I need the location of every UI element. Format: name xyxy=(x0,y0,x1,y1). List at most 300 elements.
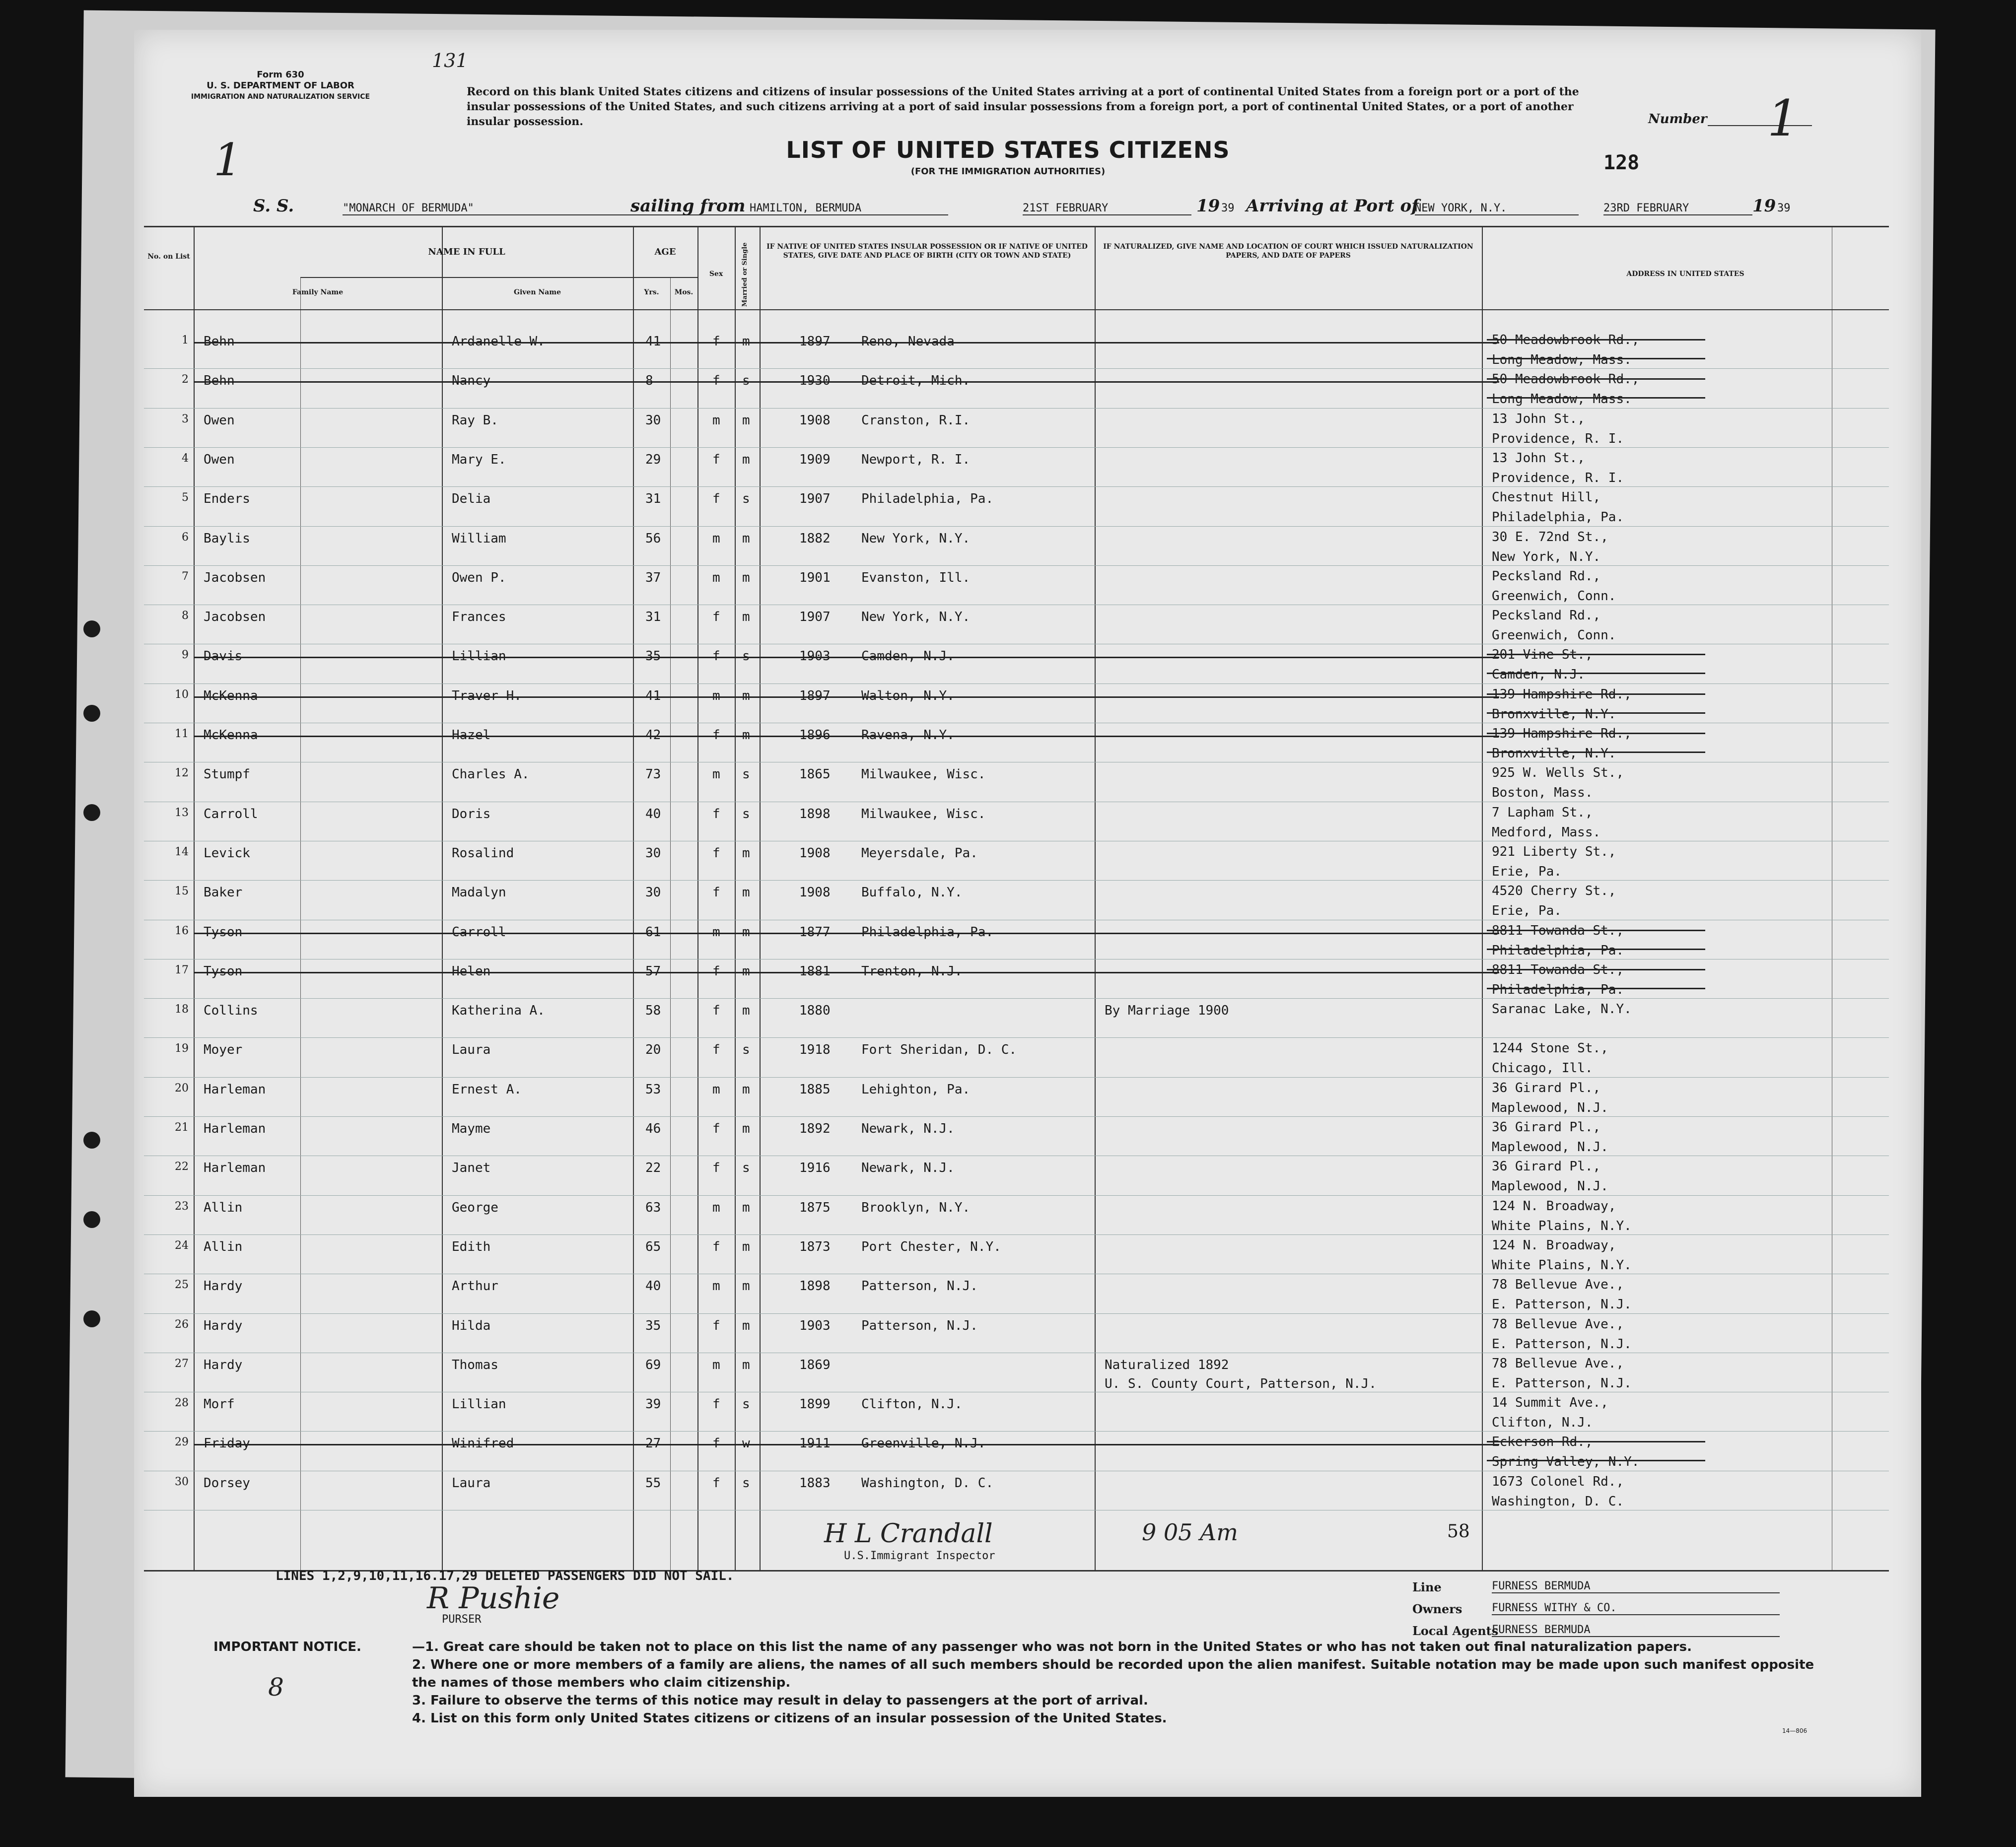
given-name: Janet xyxy=(452,1161,491,1176)
address-line-2: Providence, R. I. xyxy=(1492,431,1624,446)
address-line-1: 78 Bellevue Ave., xyxy=(1492,1277,1624,1293)
marital-status: s xyxy=(742,806,750,821)
voyage-line xyxy=(253,196,1842,221)
sex: f xyxy=(712,491,720,507)
address-line-2: Bronxville, N.Y. xyxy=(1492,706,1616,722)
departure-year: 39 xyxy=(1221,202,1235,214)
family-name: Owen xyxy=(204,412,235,428)
important-notice-heading: IMPORTANT NOTICE. xyxy=(213,1640,361,1654)
birth-place: Camden, N.J. xyxy=(861,649,955,664)
birth-year: 1896 xyxy=(799,728,831,743)
address-line-1: 78 Bellevue Ave., xyxy=(1492,1356,1624,1371)
table-row xyxy=(144,802,1889,841)
sex: m xyxy=(712,1082,720,1097)
family-name: Hardy xyxy=(204,1318,243,1333)
sex: f xyxy=(712,806,720,821)
naturalization-info: By Marriage 1900 xyxy=(1105,1003,1229,1019)
address-line-1: 4520 Cherry St., xyxy=(1492,884,1616,899)
given-name: Doris xyxy=(452,806,491,821)
form-number: Form 630 xyxy=(257,69,304,80)
table-row xyxy=(144,1274,1889,1313)
family-name: Hardy xyxy=(204,1357,243,1372)
address-line-2: Erie, Pa. xyxy=(1492,903,1562,919)
col-header-sex: Sex xyxy=(709,270,723,278)
family-name: Jacobsen xyxy=(204,570,266,585)
family-name: Enders xyxy=(204,491,250,507)
row-number: 12 xyxy=(175,767,189,780)
age-years: 39 xyxy=(645,1397,661,1412)
address-line-1: Chestnut Hill, xyxy=(1492,490,1601,505)
sex: f xyxy=(712,610,720,625)
address-line-2: E. Patterson, N.J. xyxy=(1492,1297,1632,1312)
address-line-2: New York, N.Y. xyxy=(1492,549,1601,564)
address-line-2: Camden, N.J. xyxy=(1492,667,1585,683)
row-number: 23 xyxy=(175,1200,189,1213)
strike-through-line xyxy=(194,657,1499,658)
binder-hole xyxy=(83,1132,100,1149)
agents-label: Local Agents xyxy=(1412,1624,1499,1638)
col-header-name: NAME IN FULL xyxy=(428,247,505,257)
birth-place: New York, N.Y. xyxy=(861,610,971,625)
table-row xyxy=(144,1392,1889,1431)
marital-status: s xyxy=(742,491,750,507)
row-number: 4 xyxy=(182,452,189,465)
marital-status: w xyxy=(742,1436,750,1451)
address-line-2: Saranac Lake, N.Y. xyxy=(1492,1002,1632,1017)
given-name: Edith xyxy=(452,1239,491,1254)
binder-hole xyxy=(83,1211,100,1228)
binder-hole xyxy=(83,620,100,637)
address-line-2: Long Meadow, Mass. xyxy=(1492,352,1632,367)
given-name: Delia xyxy=(452,491,491,507)
address-strike-line xyxy=(1487,358,1705,359)
table-row xyxy=(144,723,1889,762)
birth-place: Patterson, N.J. xyxy=(861,1279,978,1294)
given-name: Lillian xyxy=(452,1397,506,1412)
address xyxy=(1492,409,1624,449)
address-strike-line xyxy=(1487,654,1705,655)
given-name: Lillian xyxy=(452,649,506,664)
binder-hole xyxy=(83,1310,100,1327)
birth-place: Detroit, Mich. xyxy=(861,373,971,389)
row-number: 5 xyxy=(182,491,189,504)
given-name: Owen P. xyxy=(452,570,506,585)
strike-through-line xyxy=(194,933,1499,934)
address-line-1: 124 N. Broadway, xyxy=(1492,1198,1616,1214)
family-name: Baker xyxy=(204,885,243,900)
address xyxy=(1492,1472,1624,1511)
family-name: Allin xyxy=(204,1239,243,1254)
purser-signature: R Pushie xyxy=(427,1581,560,1616)
marital-status: m xyxy=(742,412,750,428)
address-line-1: 124 N. Broadway, xyxy=(1492,1237,1616,1253)
birth-year: 1898 xyxy=(799,1279,831,1294)
address xyxy=(1492,684,1632,724)
marital-status: s xyxy=(742,1161,750,1176)
address xyxy=(1492,1354,1632,1393)
row-number: 26 xyxy=(175,1318,189,1331)
marital-status: s xyxy=(742,649,750,664)
age-years: 8 xyxy=(645,373,653,389)
row-number: 7 xyxy=(182,570,189,583)
address-line-2: Erie, Pa. xyxy=(1492,864,1562,879)
sex: f xyxy=(712,452,720,467)
row-number: 14 xyxy=(175,845,189,858)
birth-place: Clifton, N.J. xyxy=(861,1397,963,1412)
address-line-1: 139 Hampshire Rd., xyxy=(1492,686,1632,702)
address-line-1: 139 Hampshire Rd., xyxy=(1492,726,1632,741)
family-name: Baylis xyxy=(204,531,250,546)
address xyxy=(1492,1314,1632,1354)
arrival-year: 39 xyxy=(1777,202,1791,214)
age-years: 37 xyxy=(645,570,661,585)
address-line-2: White Plains, N.Y. xyxy=(1492,1218,1632,1233)
marital-status: m xyxy=(742,963,750,979)
address-line-2: Maplewood, N.J. xyxy=(1492,1179,1608,1194)
notice-item: 4. List on this form only United States citizens or citizens of an insular possession of the United States. xyxy=(412,1711,1167,1726)
col-header-age: AGE xyxy=(654,247,676,257)
given-name: Madalyn xyxy=(452,885,506,900)
departure-port: HAMILTON, BERMUDA xyxy=(750,202,948,215)
line-value: FURNESS BERMUDA xyxy=(1492,1580,1780,1593)
marital-status: m xyxy=(742,334,750,349)
given-name: Winifred xyxy=(452,1436,514,1451)
strike-through-line xyxy=(194,736,1499,737)
given-name: Ray B. xyxy=(452,412,498,428)
address-line-1: 1244 Stone St., xyxy=(1492,1041,1608,1056)
row-number: 13 xyxy=(175,806,189,819)
birth-place: New York, N.Y. xyxy=(861,531,971,546)
address xyxy=(1492,1196,1632,1236)
sailing-label: sailing from xyxy=(630,196,746,216)
family-name: Friday xyxy=(204,1436,250,1451)
address-strike-line xyxy=(1487,378,1705,380)
birth-year: 1898 xyxy=(799,806,831,821)
age-years: 35 xyxy=(645,1318,661,1333)
marital-status: m xyxy=(742,531,750,546)
address-line-1: 30 E. 72nd St., xyxy=(1492,529,1608,545)
family-name: Owen xyxy=(204,452,235,467)
address-line-2: Spring Valley, N.Y. xyxy=(1492,1454,1640,1470)
birth-place: Fort Sheridan, D. C. xyxy=(861,1042,1017,1058)
family-name: Allin xyxy=(204,1200,243,1215)
birth-place: Meyersdale, Pa. xyxy=(861,845,978,861)
age-years: 30 xyxy=(645,412,661,428)
birth-year: 1909 xyxy=(799,452,831,467)
inspector-label: U.S.Immigrant Inspector xyxy=(844,1550,995,1562)
address-line-2: Chicago, Ill. xyxy=(1492,1061,1593,1076)
sex: m xyxy=(712,1279,720,1294)
row-number: 17 xyxy=(175,963,189,976)
birth-place: Newark, N.J. xyxy=(861,1121,955,1136)
birth-place: Evanston, Ill. xyxy=(861,570,971,585)
address-strike-line xyxy=(1487,712,1705,714)
address-strike-line xyxy=(1487,1460,1705,1461)
table-row xyxy=(144,959,1889,998)
arrival-date: 23RD FEBRUARY xyxy=(1603,202,1752,215)
birth-place: Lehighton, Pa. xyxy=(861,1082,971,1097)
birth-year: 1907 xyxy=(799,610,831,625)
arrival-port: NEW YORK, N.Y. xyxy=(1415,202,1579,215)
passenger-table xyxy=(144,226,1889,1572)
address-line-2: Clifton, N.J. xyxy=(1492,1415,1593,1431)
marital-status: m xyxy=(742,1239,750,1254)
address xyxy=(1492,999,1632,1019)
age-years: 27 xyxy=(645,1436,661,1451)
birth-place: Philadelphia, Pa. xyxy=(861,491,994,507)
address-line-1: Pecksland Rd., xyxy=(1492,568,1601,584)
address xyxy=(1492,1235,1632,1275)
sex: f xyxy=(712,373,720,389)
address xyxy=(1492,369,1639,409)
birth-place: Philadelphia, Pa. xyxy=(861,924,994,940)
row-number: 9 xyxy=(182,649,189,662)
family-name: Hardy xyxy=(204,1279,243,1294)
address-line-1: 78 Bellevue Ave., xyxy=(1492,1316,1624,1332)
sex: m xyxy=(712,570,720,585)
col-header-family: Family Name xyxy=(292,288,344,296)
table-row xyxy=(144,605,1889,644)
address xyxy=(1492,1078,1608,1118)
marital-status: s xyxy=(742,767,750,782)
row-number: 8 xyxy=(182,610,189,622)
naturalization-court: U. S. County Court, Patterson, N.J. xyxy=(1105,1376,1377,1391)
given-name: Laura xyxy=(452,1042,491,1058)
strike-through-line xyxy=(194,1444,1499,1445)
age-years: 42 xyxy=(645,728,661,743)
birth-year: 1883 xyxy=(799,1475,831,1491)
given-name: Helen xyxy=(452,963,491,979)
address-line-2: Medford, Mass. xyxy=(1492,824,1601,840)
ship-name: "MONARCH OF BERMUDA" xyxy=(343,202,819,215)
marital-status: m xyxy=(742,728,750,743)
sex: f xyxy=(712,885,720,900)
address xyxy=(1492,803,1600,842)
birth-year: 1908 xyxy=(799,845,831,861)
agents-value: FURNESS BERMUDA xyxy=(1492,1624,1780,1637)
age-years: 58 xyxy=(645,1003,661,1019)
age-years: 40 xyxy=(645,806,661,821)
table-row xyxy=(144,1037,1889,1077)
given-name: Laura xyxy=(452,1475,491,1491)
age-years: 73 xyxy=(645,767,661,782)
address-strike-line xyxy=(1487,339,1705,341)
age-years: 31 xyxy=(645,610,661,625)
address-line-1: 925 W. Wells St., xyxy=(1492,765,1624,781)
address xyxy=(1492,1117,1608,1157)
deleted-lines-note: LINES 1,2,9,10,11,16.17,29 DELETED PASSENGERS DID NOT SAIL. xyxy=(276,1569,734,1583)
row-number: 1 xyxy=(182,334,189,346)
birth-place: Milwaukee, Wisc. xyxy=(861,767,986,782)
table-row xyxy=(144,880,1889,919)
marital-status: m xyxy=(742,1003,750,1019)
address-line-2: Philadelphia, Pa. xyxy=(1492,943,1624,958)
age-years: 22 xyxy=(645,1161,661,1176)
marital-status: m xyxy=(742,570,750,585)
sex: m xyxy=(712,1200,720,1215)
table-row xyxy=(144,1353,1889,1392)
sex: f xyxy=(712,1042,720,1058)
row-number: 19 xyxy=(175,1042,189,1055)
sex: f xyxy=(712,1121,720,1136)
family-name: Levick xyxy=(204,845,250,861)
sex: m xyxy=(712,924,720,940)
row-number: 21 xyxy=(175,1121,189,1134)
age-years: 61 xyxy=(645,924,661,940)
given-name: Traver H. xyxy=(452,688,522,703)
age-years: 41 xyxy=(645,688,661,703)
departure-date: 21ST FEBRUARY xyxy=(1023,202,1191,215)
address xyxy=(1492,763,1624,803)
owners-field xyxy=(1412,1598,1834,1620)
given-name: Frances xyxy=(452,610,506,625)
naturalization-info: Naturalized 1892 xyxy=(1105,1357,1229,1372)
age-years: 29 xyxy=(645,452,661,467)
family-name: Davis xyxy=(204,649,243,664)
sex: m xyxy=(712,412,720,428)
table-row xyxy=(144,1156,1889,1195)
family-name: McKenna xyxy=(204,688,258,703)
sex: f xyxy=(712,1161,720,1176)
birth-year: 1881 xyxy=(799,963,831,979)
row-number: 18 xyxy=(175,1003,189,1016)
ss-label: S. S. xyxy=(253,196,294,216)
row-number: 24 xyxy=(175,1239,189,1252)
birth-year: 1918 xyxy=(799,1042,831,1058)
family-name: Morf xyxy=(204,1397,235,1412)
address xyxy=(1492,921,1624,960)
table-row xyxy=(144,1116,1889,1156)
birth-year: 1907 xyxy=(799,491,831,507)
address-line-1: 36 Girard Pl., xyxy=(1492,1080,1601,1095)
marital-status: s xyxy=(742,1042,750,1058)
given-name: Mayme xyxy=(452,1121,491,1136)
address-line-1: 921 Liberty St., xyxy=(1492,844,1616,859)
table-row xyxy=(144,447,1889,486)
family-name: McKenna xyxy=(204,728,258,743)
number-label: Number xyxy=(1648,112,1707,127)
birth-place: Washington, D. C. xyxy=(861,1475,994,1491)
address-line-1: 13 John St., xyxy=(1492,450,1585,466)
marital-status: m xyxy=(742,924,750,940)
marital-status: m xyxy=(742,1279,750,1294)
age-years: 63 xyxy=(645,1200,661,1215)
age-years: 46 xyxy=(645,1121,661,1136)
birth-year: 1892 xyxy=(799,1121,831,1136)
table-row xyxy=(144,644,1889,683)
address-line-1: Eckerson Rd., xyxy=(1492,1435,1593,1450)
address-strike-line xyxy=(1487,673,1705,674)
address-line-1: Pecksland Rd., xyxy=(1492,608,1601,623)
address-line-2: White Plains, N.Y. xyxy=(1492,1257,1632,1273)
address-strike-line xyxy=(1487,733,1705,734)
marital-status: s xyxy=(742,373,750,389)
marital-status: m xyxy=(742,1200,750,1215)
birth-place: Ravena, N.Y. xyxy=(861,728,955,743)
table-row xyxy=(144,368,1889,408)
sex: f xyxy=(712,1239,720,1254)
birth-year: 1880 xyxy=(799,1003,831,1019)
address-line-1: 50 Meadowbrook Rd., xyxy=(1492,372,1640,387)
address-line-2: Maplewood, N.J. xyxy=(1492,1140,1608,1155)
given-name: Charles A. xyxy=(452,767,530,782)
table-row xyxy=(144,762,1889,801)
sex: m xyxy=(712,531,720,546)
col-header-yrs: Yrs. xyxy=(644,288,659,296)
given-name: Ardanelle W. xyxy=(452,334,545,349)
birth-year: 1903 xyxy=(799,649,831,664)
given-name: William xyxy=(452,531,506,546)
address-line-1: 201 Vine St., xyxy=(1492,647,1593,663)
given-name: Rosalind xyxy=(452,845,514,861)
inspector-signature: H L Crandall xyxy=(824,1519,993,1549)
year-prefix: 19 xyxy=(1196,196,1220,216)
col-header-address: ADDRESS IN UNITED STATES xyxy=(1626,270,1744,278)
address xyxy=(1492,1275,1632,1314)
arriving-label: Arriving at Port of xyxy=(1246,196,1419,216)
address xyxy=(1492,960,1624,1000)
marital-status: m xyxy=(742,885,750,900)
table-row xyxy=(144,1195,1889,1234)
address xyxy=(1492,487,1624,527)
sex: f xyxy=(712,963,720,979)
family-name: Harleman xyxy=(204,1161,266,1176)
owners-label: Owners xyxy=(1412,1602,1462,1616)
given-name: Carroll xyxy=(452,924,506,940)
address-line-2: Maplewood, N.J. xyxy=(1492,1100,1608,1115)
sex: f xyxy=(712,728,720,743)
col-header-mos: Mos. xyxy=(674,288,694,296)
address-line-2: E. Patterson, N.J. xyxy=(1492,1375,1632,1391)
stamp-number: 128 xyxy=(1603,151,1640,174)
strike-through-line xyxy=(194,972,1499,973)
marital-status: m xyxy=(742,1318,750,1333)
table-row xyxy=(144,920,1889,959)
address-strike-line xyxy=(1487,693,1705,695)
binder-hole xyxy=(83,705,100,722)
service-name: IMMIGRATION AND NATURALIZATION SERVICE xyxy=(191,93,370,101)
row-number: 10 xyxy=(175,688,189,701)
birth-year: 1873 xyxy=(799,1239,831,1254)
address xyxy=(1492,724,1632,763)
notice-item: 2. Where one or more members of a family are aliens, the names of all such members should be recorded upon the alien manifest. Suitable notation may be made upon such manifest opposite the names of those members who claim citizenship. xyxy=(412,1657,1814,1690)
strike-through-line xyxy=(194,342,1499,343)
row-number: 11 xyxy=(175,728,189,740)
row-number: 30 xyxy=(175,1475,189,1488)
table-row xyxy=(144,684,1889,723)
birth-year: 1908 xyxy=(799,885,831,900)
binder-hole xyxy=(83,804,100,821)
age-years: 55 xyxy=(645,1475,661,1491)
row-number: 16 xyxy=(175,924,189,937)
department-name: U. S. DEPARTMENT OF LABOR xyxy=(207,80,354,91)
address-line-1: 50 Meadowbrook Rd., xyxy=(1492,333,1640,347)
family-name: Behn xyxy=(204,334,235,349)
age-years: 31 xyxy=(645,491,661,507)
address-line-2: Boston, Mass. xyxy=(1492,785,1593,801)
address-line-1: 8811 Towanda St., xyxy=(1492,962,1624,977)
row-number: 20 xyxy=(175,1082,189,1095)
address-strike-line xyxy=(1487,988,1705,989)
address-line-1: 13 John St., xyxy=(1492,411,1585,426)
table-row xyxy=(144,486,1889,526)
address xyxy=(1492,645,1593,684)
table-row xyxy=(144,329,1889,368)
sex: f xyxy=(712,1003,720,1019)
sex: f xyxy=(712,649,720,664)
address xyxy=(1492,1157,1608,1196)
birth-year: 1875 xyxy=(799,1200,831,1215)
